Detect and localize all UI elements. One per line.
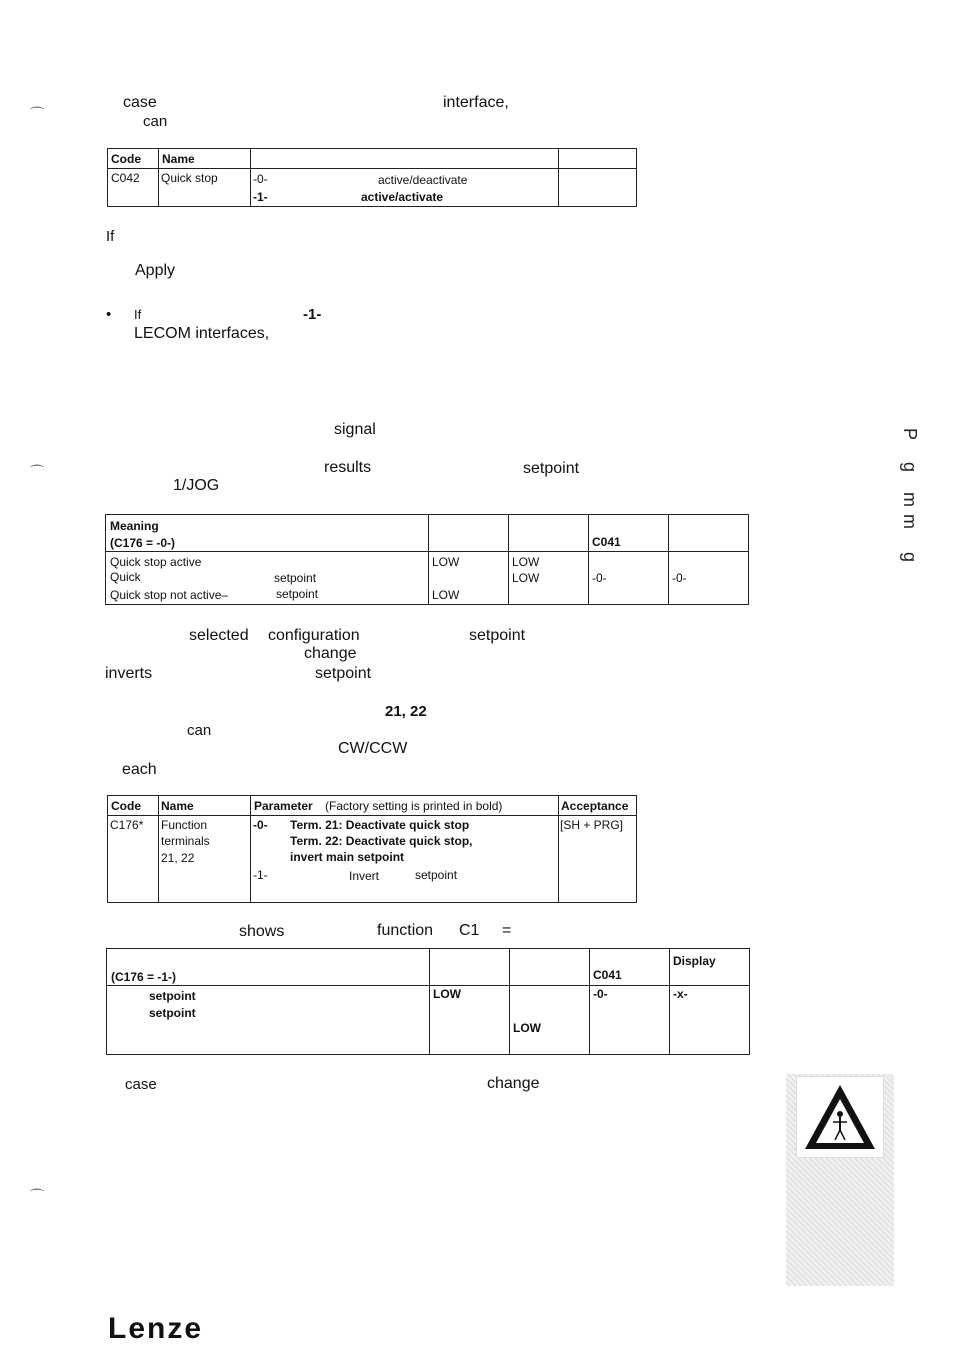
header-name: Name bbox=[162, 152, 195, 166]
side-header-letter: m bbox=[900, 514, 920, 529]
row-meaning: Quick stop not active– bbox=[110, 588, 229, 602]
row-low: LOW bbox=[433, 987, 461, 1001]
text-fragment: setpoint bbox=[315, 665, 372, 682]
option-text: invert main setpoint bbox=[290, 850, 405, 864]
row-low: LOW bbox=[513, 1021, 541, 1035]
text-fragment: setpoint bbox=[469, 627, 526, 644]
option-text: setpoint bbox=[415, 868, 458, 882]
option-key: -0- bbox=[253, 172, 268, 186]
bullet-dot: • bbox=[106, 306, 112, 323]
row-label: setpoint bbox=[149, 989, 196, 1003]
text-fragment: Apply bbox=[135, 262, 176, 279]
quick-stop-code-table bbox=[107, 148, 637, 207]
text-fragment: If bbox=[134, 307, 142, 322]
text-fragment: configuration bbox=[268, 627, 360, 644]
text-fragment: inverts bbox=[105, 665, 153, 682]
side-header-letter: g bbox=[900, 552, 920, 563]
text-fragment: shows bbox=[239, 923, 285, 940]
text-fragment: = bbox=[502, 922, 512, 939]
cell-name: Quick stop bbox=[161, 171, 218, 185]
warning-box bbox=[796, 1076, 884, 1158]
row-mid: setpoint bbox=[274, 571, 317, 585]
side-header-letter: m bbox=[900, 492, 920, 507]
cell-name: 21, 22 bbox=[161, 851, 195, 865]
cell-acceptance: [SH + PRG] bbox=[560, 818, 624, 832]
option-text: Term. 21: Deactivate quick stop bbox=[290, 818, 470, 832]
option-text: active/deactivate bbox=[378, 173, 468, 187]
side-header-letter: P bbox=[900, 428, 920, 441]
row-c041: -0- bbox=[593, 987, 608, 1001]
text-fragment: -1- bbox=[303, 306, 322, 323]
text-fragment: 1/JOG bbox=[173, 477, 220, 494]
header-name: Name bbox=[161, 799, 194, 813]
function-terminals-code-table bbox=[107, 795, 637, 903]
text-fragment: can bbox=[187, 722, 212, 739]
text-fragment: C1 bbox=[459, 922, 480, 939]
function-display-table bbox=[106, 948, 750, 1055]
text-fragment: selected bbox=[189, 627, 249, 644]
option-text: active/activate bbox=[361, 190, 444, 204]
cell-name: terminals bbox=[161, 834, 210, 848]
warning-person-icon bbox=[797, 1144, 883, 1161]
row-col2: LOW bbox=[432, 555, 460, 569]
text-fragment: can bbox=[143, 113, 168, 130]
footer-logo: Lenze bbox=[108, 1312, 204, 1345]
text-fragment: setpoint bbox=[523, 460, 580, 477]
quick-stop-meaning-table bbox=[105, 514, 749, 605]
text-fragment: results bbox=[324, 459, 372, 476]
side-header-letter: g bbox=[900, 462, 920, 473]
header-sub: (C176 = -0-) bbox=[110, 536, 176, 550]
header-meaning: Meaning bbox=[110, 519, 159, 533]
margin-mark: ⌒ bbox=[30, 464, 44, 480]
header-code: Code bbox=[111, 152, 141, 166]
row-col2: LOW bbox=[432, 588, 460, 602]
text-fragment: signal bbox=[334, 421, 376, 438]
option-key: -1- bbox=[253, 190, 268, 204]
text-fragment: 21, 22 bbox=[385, 703, 427, 720]
option-text: Term. 22: Deactivate quick stop, bbox=[290, 834, 473, 848]
text-fragment: change bbox=[304, 645, 357, 662]
row-meaning: Quick bbox=[110, 570, 141, 584]
header-display: Display bbox=[673, 954, 716, 968]
row-col5: -0- bbox=[672, 571, 687, 585]
option-key: -1- bbox=[253, 868, 268, 882]
header-parameter: Parameter bbox=[254, 799, 313, 813]
row-col4: -0- bbox=[592, 571, 607, 585]
row-mid: setpoint bbox=[276, 587, 319, 601]
header-c041: C041 bbox=[593, 968, 622, 982]
cell-code: C176* bbox=[110, 818, 144, 832]
text-fragment: LECOM interfaces, bbox=[134, 325, 270, 342]
text-fragment: CW/CCW bbox=[338, 740, 408, 757]
text-fragment: If bbox=[106, 228, 115, 245]
cell-code: C042 bbox=[111, 171, 140, 185]
text-fragment: case bbox=[125, 1076, 157, 1093]
cell-name: Function bbox=[161, 818, 208, 832]
text-fragment: case bbox=[123, 94, 157, 111]
header-c041: C041 bbox=[592, 535, 621, 549]
margin-mark: ⌒ bbox=[30, 1188, 44, 1204]
option-key: -0- bbox=[253, 818, 268, 832]
text-fragment: each bbox=[122, 761, 157, 778]
text-fragment: change bbox=[487, 1075, 540, 1092]
header-parameter-note: (Factory setting is printed in bold) bbox=[325, 799, 503, 813]
margin-mark: ⌒ bbox=[30, 106, 44, 122]
row-label: setpoint bbox=[149, 1006, 196, 1020]
header-acceptance: Acceptance bbox=[561, 799, 629, 813]
header-sub: (C176 = -1-) bbox=[111, 970, 177, 984]
row-col3: LOW bbox=[512, 571, 540, 585]
option-text: Invert bbox=[349, 869, 380, 883]
text-fragment: interface, bbox=[443, 94, 509, 111]
row-meaning: Quick stop active bbox=[110, 555, 202, 569]
row-display: -x- bbox=[673, 987, 688, 1001]
text-fragment: function bbox=[377, 922, 434, 939]
header-code: Code bbox=[111, 799, 141, 813]
row-col3: LOW bbox=[512, 555, 540, 569]
